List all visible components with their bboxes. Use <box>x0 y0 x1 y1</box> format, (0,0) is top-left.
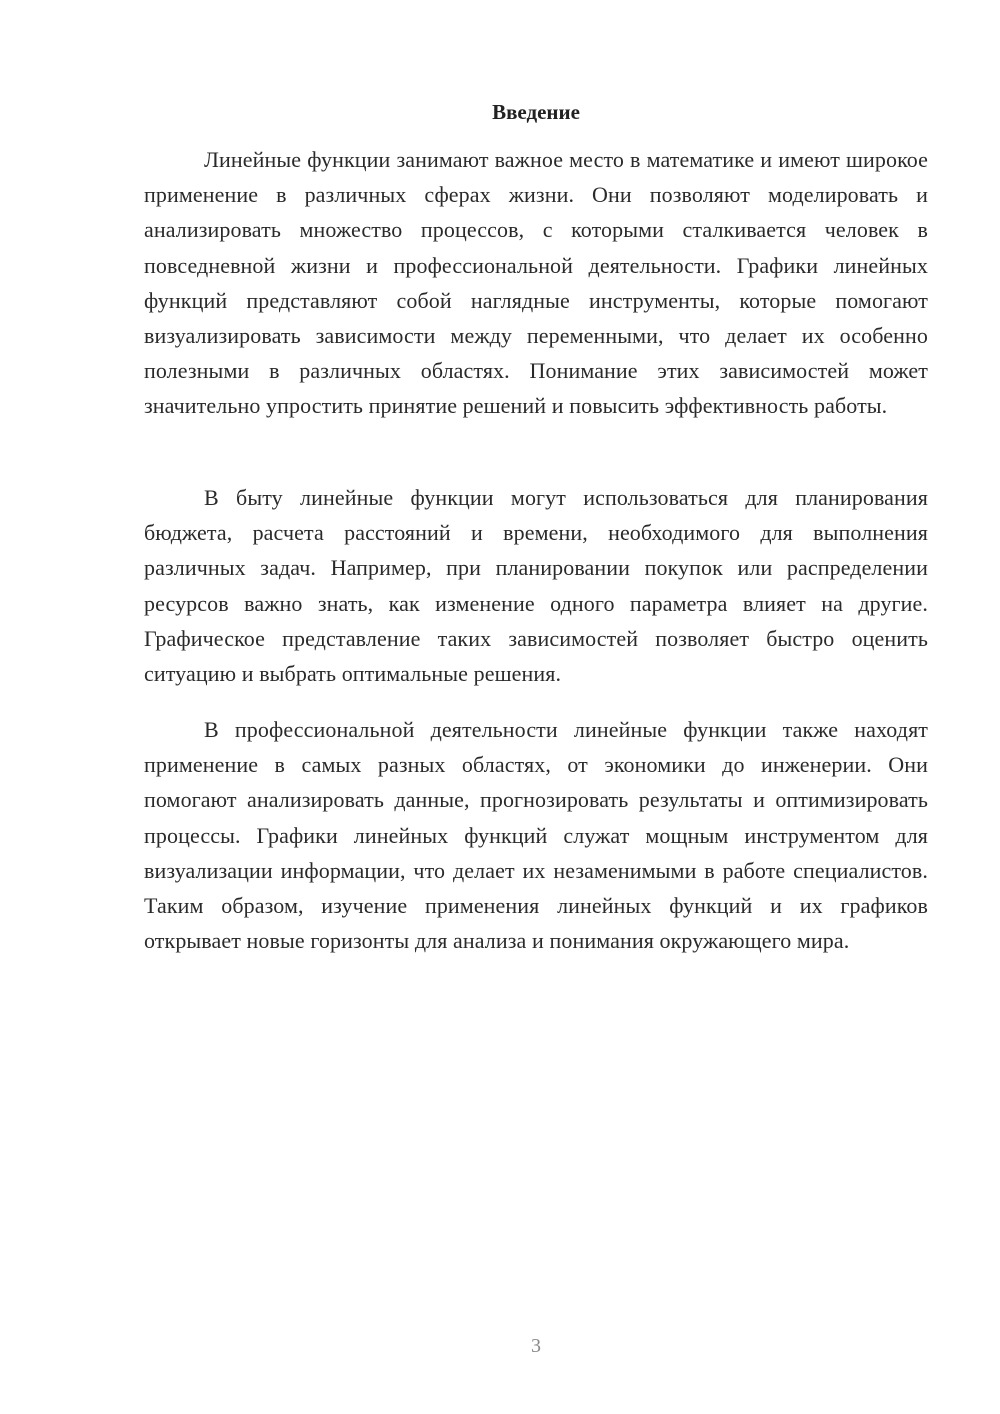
paragraph-professional-use: В профессиональной деятельности линейные функции также находят применение в самых разных областях, от экономики до инженерии. Они помогают анализировать данные, прогнозировать результаты и оптимизировать процессы. Графики линейных функций служат мощным инструментом для визуализации информации, что делает их незаменимыми в работе специалистов. Таким образом, изучение применения линейных функций и их графиков открывает новые горизонты для анализа и понимания окружающего мира. <box>144 717 928 954</box>
paragraph-intro: Линейные функции занимают важное место в математике и имеют широкое применение в различных сферах жизни. Они позволяют моделировать и анализировать множество процессов, с которыми сталкивается человек в повседневной жизни и профессиональной деятельности. Графики линейных функций представляют собой наглядные инструменты, которые помогают визуализировать зависимости между переменными, что делает их особенно полезными в различных областях. Понимание этих зависимостей может значительно упростить принятие решений и повысить эффективность работы. <box>144 147 928 419</box>
page-number: 3 <box>531 1335 541 1357</box>
section-title: Введение <box>492 100 580 124</box>
paragraph-everyday-use: В быту линейные функции могут использоваться для планирования бюджета, расчета расстояний и времени, необходимого для выполнения различных задач. Например, при планировании покупок или распределении ресурсов важно знать, как изменение одного параметра влияет на другие. Графическое представление таких зависимостей позволяет быстро оценить ситуацию и выбрать оптимальные решения. <box>144 485 928 687</box>
